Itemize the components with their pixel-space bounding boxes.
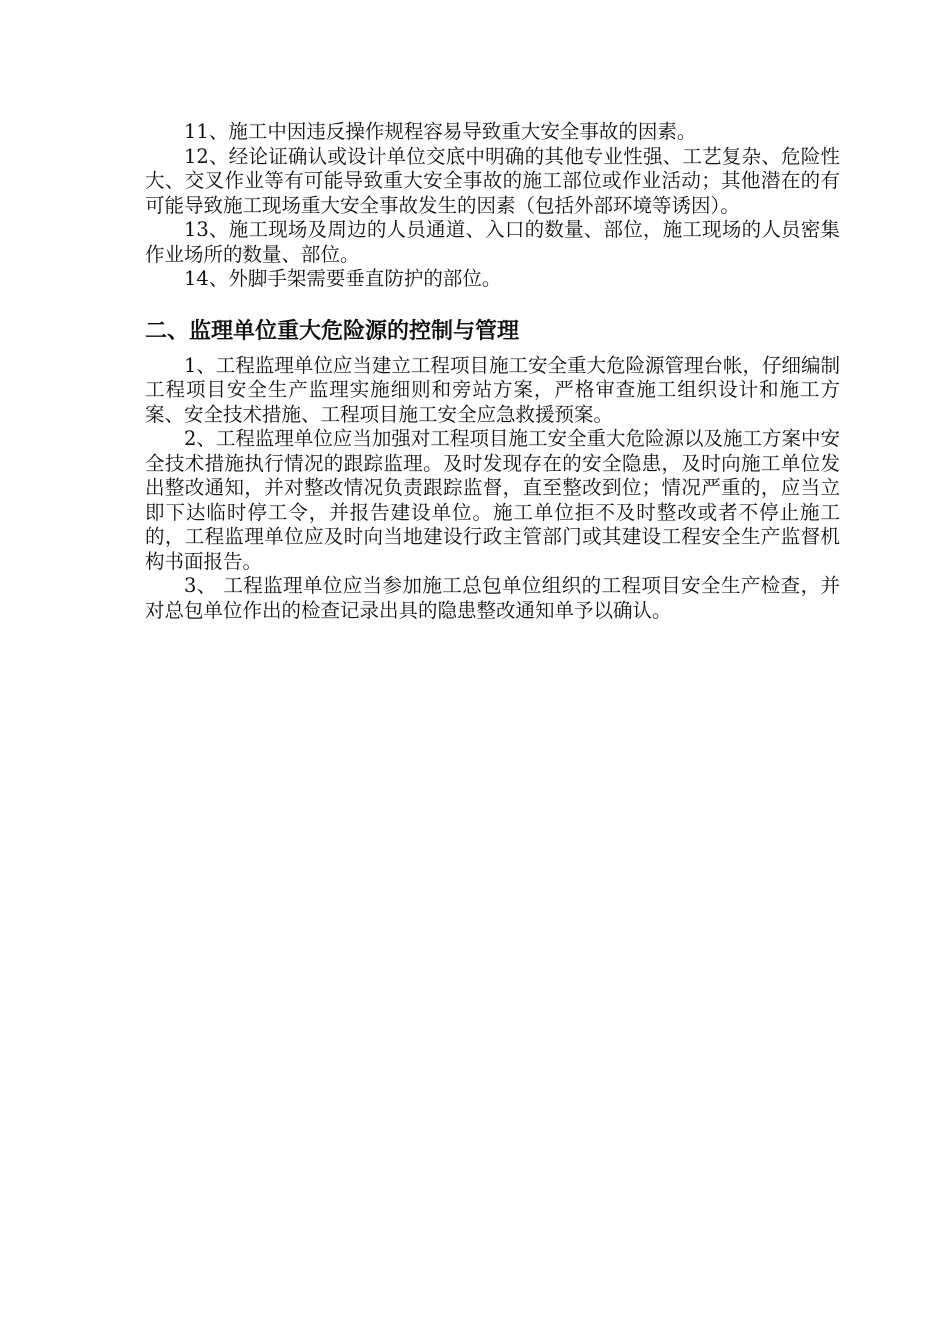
- supervision-control-list: [145, 354, 840, 624]
- list-item: 14、外脚手架需要垂直防护的部位。: [184, 267, 502, 290]
- list-item: 12、经论证确认或设计单位交底中明确的其他专业性强、工艺复杂、危险性大、交叉作业等有可能导致重大安全事故的施工部位或作业活动；其他潜在的有可能导致施工现场重大安全事故发生的因素（包括外部环境等诱因）。: [145, 144, 840, 217]
- list-item: 11、施工中因违反操作规程容易导致重大安全事故的因素。: [184, 120, 697, 143]
- hazard-factors-list: [145, 120, 840, 292]
- list-item: 3、 工程监理单位应当参加施工总包单位组织的工程项目安全生产检查，并对总包单位作出的检查记录出具的隐患整改通知单予以确认。: [145, 574, 840, 622]
- list-item: 13、施工现场及周边的人员通道、入口的数量、部位，施工现场的人员密集作业场所的数量、部位。: [145, 218, 840, 266]
- list-item: 1、工程监理单位应当建立工程项目施工安全重大危险源管理台帐，仔细编制工程项目安全生产监理实施细则和旁站方案，严格审查施工组织设计和施工方案、安全技术措施、工程项目施工安全应急救援预案。: [145, 353, 840, 426]
- section-heading: 二、监理单位重大危险源的控制与管理: [145, 318, 520, 344]
- document-page: [145, 120, 840, 623]
- list-item: 2、工程监理单位应当加强对工程项目施工安全重大危险源以及施工方案中安全技术措施执行情况的跟踪监理。及时发现存在的安全隐患，及时向施工单位发出整改通知，并对整改情况负责跟踪监督，直至整改到位；情况严重的，应当立即下达临时停工令，并报告建设单位。施工单位拒不及时整改或者不停止施工的，工程监理单位应及时向当地建设行政主管部门或其建设工程安全生产监督机构书面报告。: [145, 427, 840, 573]
